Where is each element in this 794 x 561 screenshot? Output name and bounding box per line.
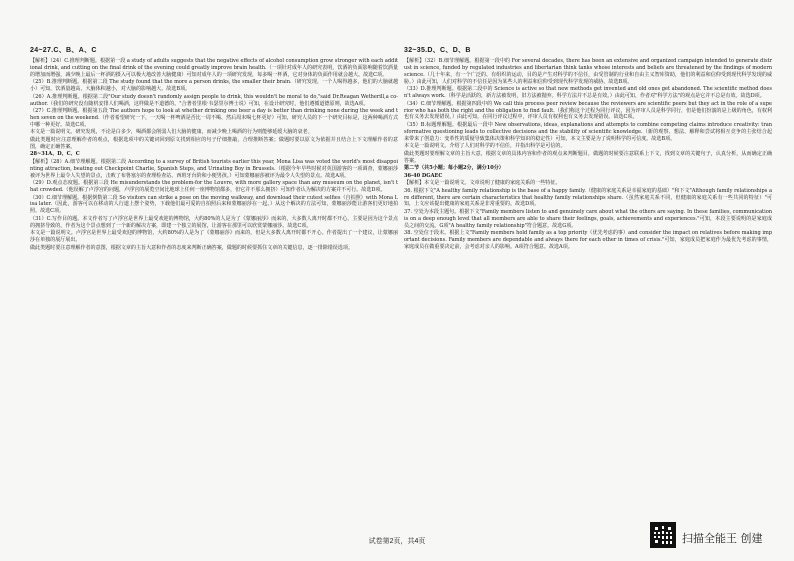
paragraph: （29）D.观点态度题。根据第三段 He misunderstands the problem-for the Louvre, with more gallery space than any museum on the planet, isn't that crowded.（他误解了卢浮宫的问题，卢浮宫的展览空间比地球上任何一座博物馆都多，但它并不那么拥挤）可知作者认为解决的方案并不可行。故选D项。 <box>30 180 398 194</box>
paragraph: 本文是一篇说明文。卢浮宫是世界上最受欢迎的博物馆，大约80%的人是为了《蒙娜丽莎》而来的，但是大多数人离开时都不开心。作者提出了一个建议，让蒙娜丽莎在单独的展厅展出。 <box>30 230 398 244</box>
paragraph: （31）C.写作目的题。本文作者写了卢浮宫是世界上最受欢迎的博物馆，大约80%的人是为了《蒙娜丽莎》而来的，大多数人离开时都不开心，主要是因为这个景点的拥挤导致的，作者为这个景点想到了一个新的解决方案，即建一个独立的展馆，让游客在那里可以欣赏蒙娜丽莎。故选C项。 <box>30 215 398 229</box>
paragraph: 做此类题时要理解文章的主旨大意，根据文章的具体内容和作者的观点来判断题目，做题的时候要注意联系上下文，找到文章的关键句子，认真分析，从而确定正确答案。 <box>404 150 772 164</box>
paragraph: 37. 空处为本段主题句。根据下文"Family members listen to and genuinely care about what the others are saying. In these families, communication is on a deep enough level that all members are able to share their feelings, goals, achievements and experiences."可知，本段主要说明的是家庭成员之间的交流。G项"A healthy family relationship"符合题意。故选G项。 <box>404 208 772 229</box>
paragraph: （33）D.推理判断题。根据第二段中的 Science is active so that new methods get invented and old ones get abandoned. The scientific method doesn't always work.（科学是活跃的，新方法被发明，旧方法被抛弃。科学方法并不总是有效。）由此可知，作者对"科学方法"的观点是它并不总是有效。故选D项。 <box>404 86 772 100</box>
paragraph: 36. 根据下文"A healthy family relationship is the base of a happy family.（健康的家庭关系是幸福家庭的基础）"和下文"Although family relationships are different, there are certain characteristics that healthy family relationships share.（虽然家庭关系不同，但健康的家庭关系有一些共同的特征）"可知，上文应该提出健康的家庭关系是非常重要的。故选D项。 <box>404 187 772 208</box>
paragraph: 【解析】（24）C.推理判断题。根据第一段 a study of adults suggests that the negative effects of alcohol consumption grow stronger with each additional drink, and cutting on the final drink of the evening could greatly improve brain health.（一项针对成年人的研究表明，饮酒的负面影响随着饮酒量的增加而增强，减少晚上最后一杯酒的摄入可以极大地改善大脑健康）可知对成年人的一项研究发现，每多喝一杯酒，它对身体的负面作用就会越大。故选C项。 <box>30 58 398 78</box>
right-answer-key: 32~35.D、C、D、B <box>404 47 471 54</box>
paragraph: （34）C.细节理解题。根据第四段中的 We call this process peer review because the reviewers are scientific peers but they act in the role of a superior who has both the right and the obligation to find fault.（我们称这个过程为同行评议，因为评审人员是科学同行，但是他们扮演的是上级的角色，有权利也有义务去发现错误。）由此可知，在同行评议过程中，评审人员有权利也有义务去发现错误。故选C项。 <box>404 100 772 121</box>
paragraph: 38. 空处位于段末。根据上文"Family members hold family as a top priority（优先考虑的事）and consider the impact on relatives before making important decisions. Family members are dependable and always there for each other in times of crisis."可知，家庭成员把家庭作为最优先考虑的事情，家庭成员在做重要决定前，会考虑对亲人的影响。A项符合题意。故选A项。 <box>404 230 772 251</box>
paragraph: 【解析】（32）B.细节理解题。根据第一段中的 For several decades, there has been an extensive and organized campaign intended to generate distrust in science, funded by regulated industries and libertarian think tanks whose interests and beliefs are threatened by the findings of modern science.（几十年来，有一个广泛的、有组织的运动，目的是产生对科学的不信任，由受管制的行业和自由主义智库资助，他们的利益和信仰受到现代科学发现的威胁。）由此可知，人们对科学的不信任是因为某些人的利益和信仰受到现代科学发现的威胁。故选B项。 <box>404 58 772 85</box>
paragraph: 【解析】本文是一篇说明文。文章说明了健康的家庭关系的一些特征。 <box>404 180 561 187</box>
paragraph: （26）A.推理判断题。根据第二段"Our study doesn't randomly assign people to drink, this wouldn't be moral to do,"said Dr.Reagan Wetherill,a co-author.（我们的研究没有随机安排人们喝酒，这样做是不道德的。"合著者里根·韦瑟里尔博士说）可知，在设计研究时，他们遵循道德原则，故选A项。 <box>30 93 398 107</box>
paragraph: 做此类题时要注意理解作者的意图，根据文章的主旨大意和作者的态度来判断正确答案，做题的时候要抓住文章的关键信息，逐一排除错误选项。 <box>30 244 353 251</box>
left-column <box>30 58 398 252</box>
paragraph: 本文是一篇说明文。介绍了人们对科学的不信任，并指出科学是可信的。 <box>404 143 566 150</box>
section-heading: 第二节（共5小题；每小题2分，满分10分） <box>404 165 504 172</box>
paragraph: （30）C.细节理解题。根据倒数第二段 So visitors can strike a pose on the moving walkway, and download their cutest selfies（自拍照）with Mona Lisa later.（因此，游客可以在移动的人行道上摆个姿势，下载他们最可爱的自拍照后来和蒙娜丽莎在一起。）从这个解决的方法可知，蒙娜丽莎能让游客们更好地拍照。故选C项。 <box>30 194 398 215</box>
paragraph: 本文是一篇说明文。研究发现，不论是白多少，喝酒都会削弱人们大脑的健康，而减少晚上喝酒的行为则能够延缓大脑的衰老。 <box>30 129 313 136</box>
paragraph: （25）B.推理判断题。根据第二段 The study found that the more a person drinks, the smaller their brain.（研究发现，一个人喝得越多，他们的大脑就越小）可知，饮酒量越高，大脑体积越小，对大脑的影响越大。故选B项。 <box>30 79 398 93</box>
scanner-watermark: 扫描全能王 创建 <box>682 532 763 545</box>
qr-code-icon <box>650 522 676 548</box>
paragraph: 【解析】（28）A.细节理解题。根据第二段 According to a survey of British tourists earlier this year, Mona Lisa was voted the world's most disappointing attraction, beating out Checkpoint Charlie, Spanish Steps, and Urinating Boy in Brussels.（根据今年早些时候对英国游客的一项调查，蒙娜丽莎被评为世界上最令人失望的景点，击败了布鲁塞尔的查理检查站、西班牙台阶和小便男孩。）可知蒙娜丽莎被评为最令人失望的景点。故选A项。 <box>30 158 398 179</box>
left-answer-key: 24~27.C、B、A、C <box>30 47 97 54</box>
section-answer-key: 28~31A、D、C、C <box>30 151 80 158</box>
section-answer-key: 36-40 DGAEC <box>404 172 443 179</box>
paragraph: （27）C.推理判断题。根据第五段 The authors hope to look at whether drinking one beer a day is better than drinking none during the week and then seven on the weekend.（作者希望研究一下，一天喝一杯啤酒是否比一周不喝、然后周末喝七杯更好）可知，研究人员的下一个研究目标是，这两种喝酒方式中哪一种更好。故选C项。 <box>30 108 398 128</box>
paragraph: （35）B.标题理解题。根据最后一段中 New observations, ideas, explanations and attempts to combine competing claims introduce creativity: transformative questioning leads to collective decisions and the stability of scientific knowledge.（新的观察、想法、解释和尝试将相互竞争的主张结合起来带来了创造力：变革性的质疑导致集体决策和科学知识的稳定性）可知，本文主要是为了说明科学的可信度。故选B项。 <box>404 121 772 142</box>
right-column <box>404 58 772 252</box>
page-footer: 试卷第2页，共4页 <box>368 538 426 545</box>
paragraph: 做此类题时应注意理解作者的观点，根据选项中的关键词回到原文找到相应的句子仔细推敲，合理推断答案；做题时要以原文为依据并且结合上下文理解作者的意图，确定正确答案。 <box>30 136 398 150</box>
